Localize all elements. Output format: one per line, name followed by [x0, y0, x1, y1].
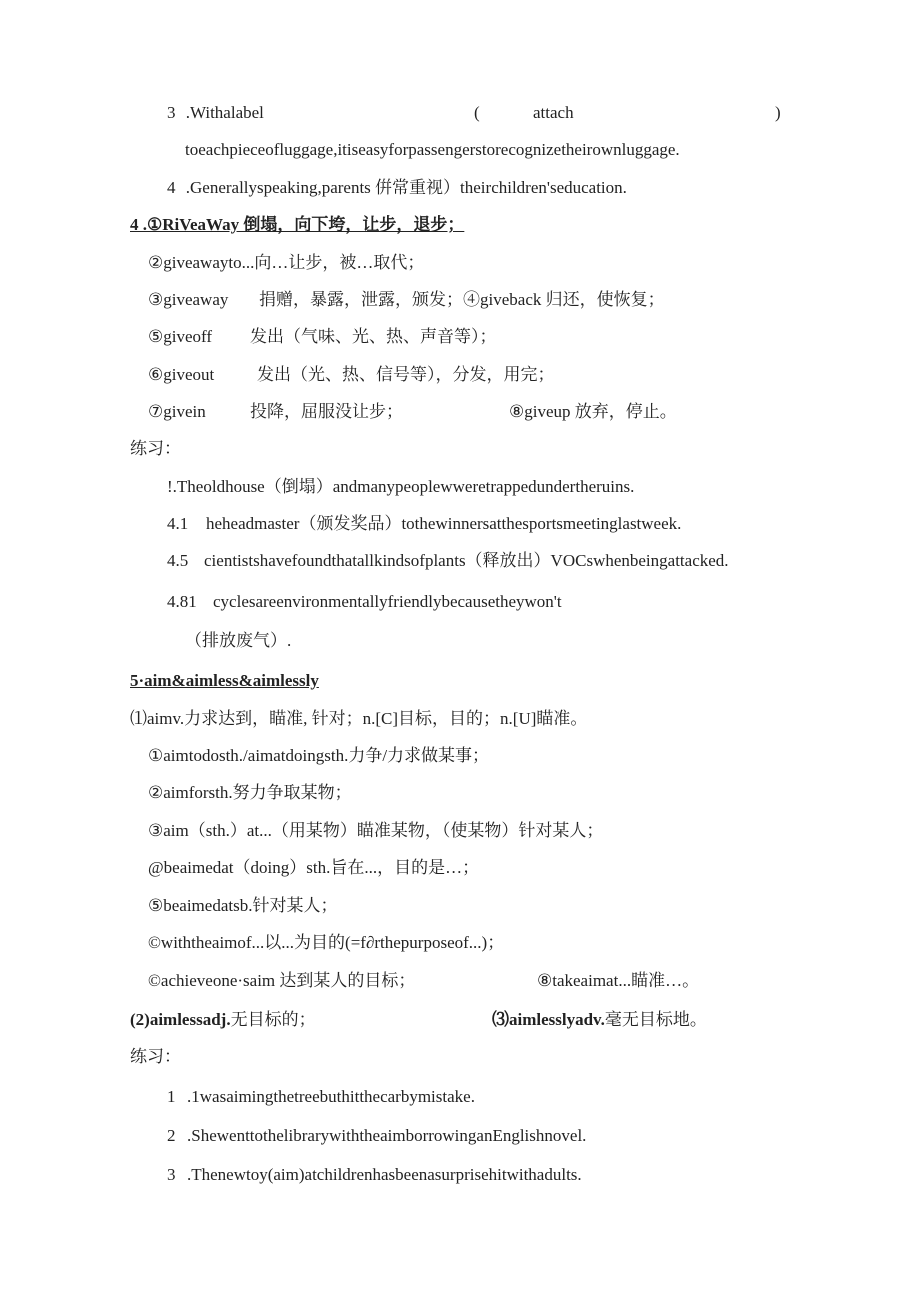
- phrase-meaning: 捐赠，暴露，泄露，颁发；④giveback 归还，使恢复；: [259, 290, 665, 309]
- exercise-number: 1: [167, 1087, 176, 1106]
- exercise-3-continuation: toeachpieceofluggage,itiseasyforpassengerstorecognizetheirownluggage.: [185, 140, 680, 159]
- exercise-number: 4.81: [167, 592, 197, 611]
- phrase-item: [148, 326, 497, 348]
- phrase-meaning: 发出（气味、光、热、声音等）；: [250, 327, 497, 346]
- exercise-text: .Generallyspeaking,parents 倂常重视）theirchildren'seducation.: [185, 178, 627, 197]
- exercise-item: [167, 513, 681, 535]
- exercise-text: cyclesareenvironmentallyfriendlybecausetheywon't: [213, 592, 562, 611]
- phrase: ⑦givein: [148, 402, 206, 421]
- phrase: ⑤giveoff: [148, 327, 213, 346]
- exercise-text: heheadmaster（颁发奖品）tothewinnersatthesportsmeetinglastweek.: [206, 514, 682, 533]
- exercise-continuation: （排放废气）.: [185, 631, 292, 650]
- phrase: ⑥giveout: [148, 365, 215, 384]
- definition: [130, 1009, 316, 1031]
- exercise-number: 4.5: [167, 551, 189, 570]
- exercise-text: .Thenewtoy(aim)atchildrenhasbeenasurprisehitwithadults.: [187, 1165, 582, 1184]
- exercise-4-line: [167, 177, 627, 199]
- definition-text: 毫无目标地。: [604, 1010, 707, 1029]
- exercise-number: 3: [167, 1165, 176, 1184]
- practice-label: 练习：: [130, 439, 181, 458]
- definition-text: 无目标的；: [230, 1010, 316, 1029]
- exercise-item: [167, 1164, 582, 1186]
- definition: ⑴aimv.力求达到，瞄准, 针对；n.[C]目标，目的；n.[U]瞄准。: [130, 709, 588, 728]
- exercise-number: 3: [167, 103, 176, 122]
- exercise-item: [167, 550, 729, 572]
- definition-label: ⑶aimlesslyadv.: [492, 1010, 605, 1029]
- definition: [492, 1009, 707, 1031]
- exercise-item: [167, 1086, 475, 1108]
- paren-close: ): [775, 103, 781, 122]
- phrase-item: [148, 401, 403, 423]
- exercise-number: 4: [167, 178, 176, 197]
- exercise-text: .1wasaimingthetreebuthitthecarbymistake.: [187, 1087, 475, 1106]
- phrase-item: [148, 364, 555, 386]
- phrase-item: ③aim（sth.）at...（用某物）瞄准某物，（使某物）针对某人；: [148, 821, 604, 840]
- phrase: ③giveaway: [148, 290, 229, 309]
- phrase-item: ©achieveone·saim 达到某人的目标；: [148, 971, 416, 990]
- section-5-heading: 5·aim&aimless&aimlessly: [130, 671, 319, 690]
- exercise-3-line: [167, 102, 264, 124]
- phrase-item: ①aimtodosth./aimatdoingsth.力争/力求做某事；: [148, 746, 490, 765]
- phrase-item: ②giveawayto...向…让步，被…取代；: [148, 253, 425, 272]
- exercise-number: 2: [167, 1126, 176, 1145]
- practice-label: 练习：: [130, 1047, 181, 1066]
- phrase-item: ⑧giveup 放弃，停止。: [509, 402, 677, 421]
- phrase-meaning: 投降，屈服没让步；: [250, 402, 403, 421]
- phrase-item: ②aimforsth.努力争取某物；: [148, 783, 352, 802]
- phrase-item: [148, 289, 665, 311]
- phrase-item: ©withtheaimof...以...为目的(=f∂rthepurposeof...)；: [148, 933, 505, 952]
- phrase-item: ⑧takeaimat...瞄准…。: [537, 971, 700, 990]
- exercise-number: 4.1: [167, 514, 189, 533]
- paren-open: (: [474, 103, 480, 122]
- phrase-item: @beaimedat（doing）sth.旨在...，目的是…；: [148, 858, 480, 877]
- exercise-item: [167, 591, 562, 613]
- exercise-text: .ShewenttothelibrarywiththeaimborrowinganEnglishnovel.: [187, 1126, 587, 1145]
- exercise-text: .Withalabel: [185, 103, 264, 122]
- exercise-text: cientistshavefoundthatallkindsofplants（释放出）VOCswhenbeingattacked.: [204, 551, 729, 570]
- exercise-item: [167, 1125, 586, 1147]
- exercise-item: !.Theoldhouse（倒塌）andmanypeoplewweretrappedundertheruins.: [167, 477, 635, 496]
- definition-label: (2)aimlessadj.: [130, 1010, 231, 1029]
- hint-word: attach: [533, 103, 574, 122]
- section-4-heading: 4 .①RiVeaWay 倒塌，向下垮，让步，退步；: [130, 215, 465, 234]
- phrase-item: ⑤beaimedatsb.针对某人；: [148, 896, 338, 915]
- phrase-meaning: 发出（光、热、信号等），分发，用完；: [257, 365, 555, 384]
